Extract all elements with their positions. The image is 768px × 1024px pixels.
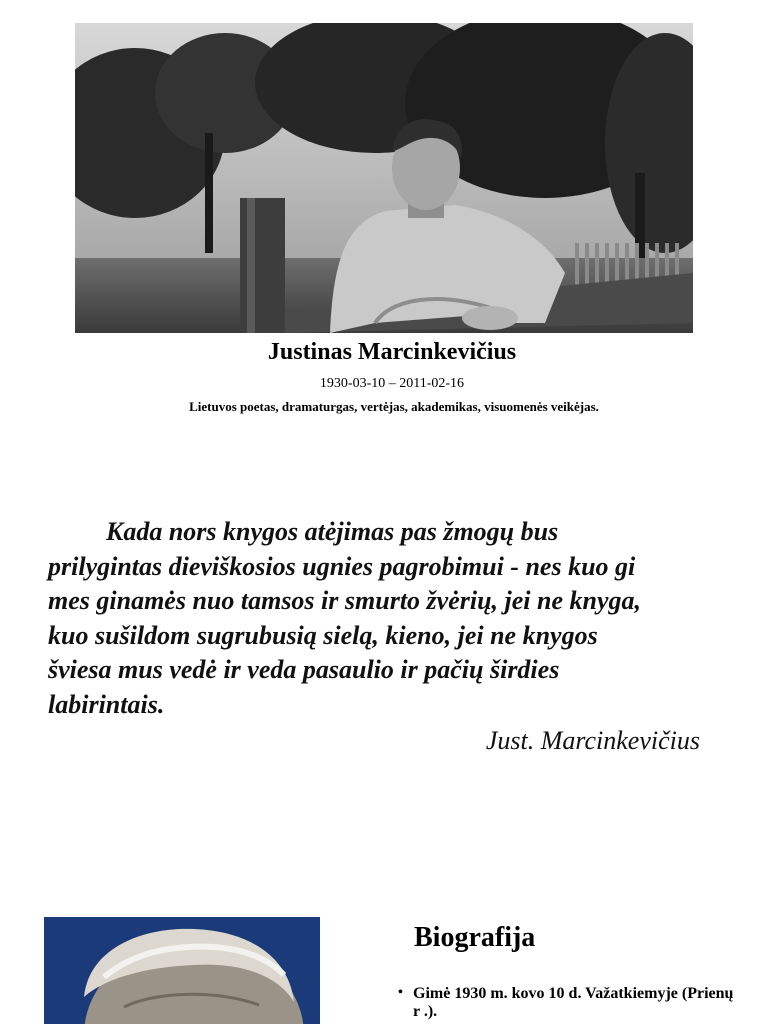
quote-author: Just. Marcinkevičius xyxy=(485,726,700,755)
life-dates: 1930-03-10 – 2011-02-16 xyxy=(319,376,465,391)
quote-line: kuo sušildom sugrubusią sielą, kieno, jei ne knygos xyxy=(48,620,598,650)
portrait-photo-closeup xyxy=(44,917,320,1024)
bullet-icon: • xyxy=(398,985,403,1000)
biography-item-text: Gimė 1930 m. kovo 10 d. Važatkiemyje (Prienų r .). xyxy=(413,985,734,1020)
quote-line: mes ginamės nuo tamsos ir smurto žvėrių, jei ne knyga, xyxy=(48,586,642,615)
person-roles: Lietuvos poetas, dramaturgas, vertėjas, akademikas, visuomenės veikėjas. xyxy=(189,399,599,414)
list-item xyxy=(398,985,738,1021)
portrait-photo-outdoor xyxy=(75,23,693,333)
photo-illustration xyxy=(75,23,693,333)
closeup-illustration xyxy=(44,917,320,1024)
quote-line: šviesa mus vedė ir veda pasaulio ir pačių širdies xyxy=(48,655,560,684)
quote-line: labirintais. xyxy=(48,689,165,719)
biography-list xyxy=(398,985,738,1021)
quote-line: prilygintas dieviškosios ugnies pagrobimui - nes kuo gi xyxy=(48,551,636,581)
quote-line: Kada nors knygos atėjimas pas žmogų bus xyxy=(106,517,559,546)
quote-block xyxy=(48,515,718,722)
biography-heading: Biografija xyxy=(414,922,536,953)
person-name: Justinas Marcinkevičius xyxy=(267,339,517,365)
